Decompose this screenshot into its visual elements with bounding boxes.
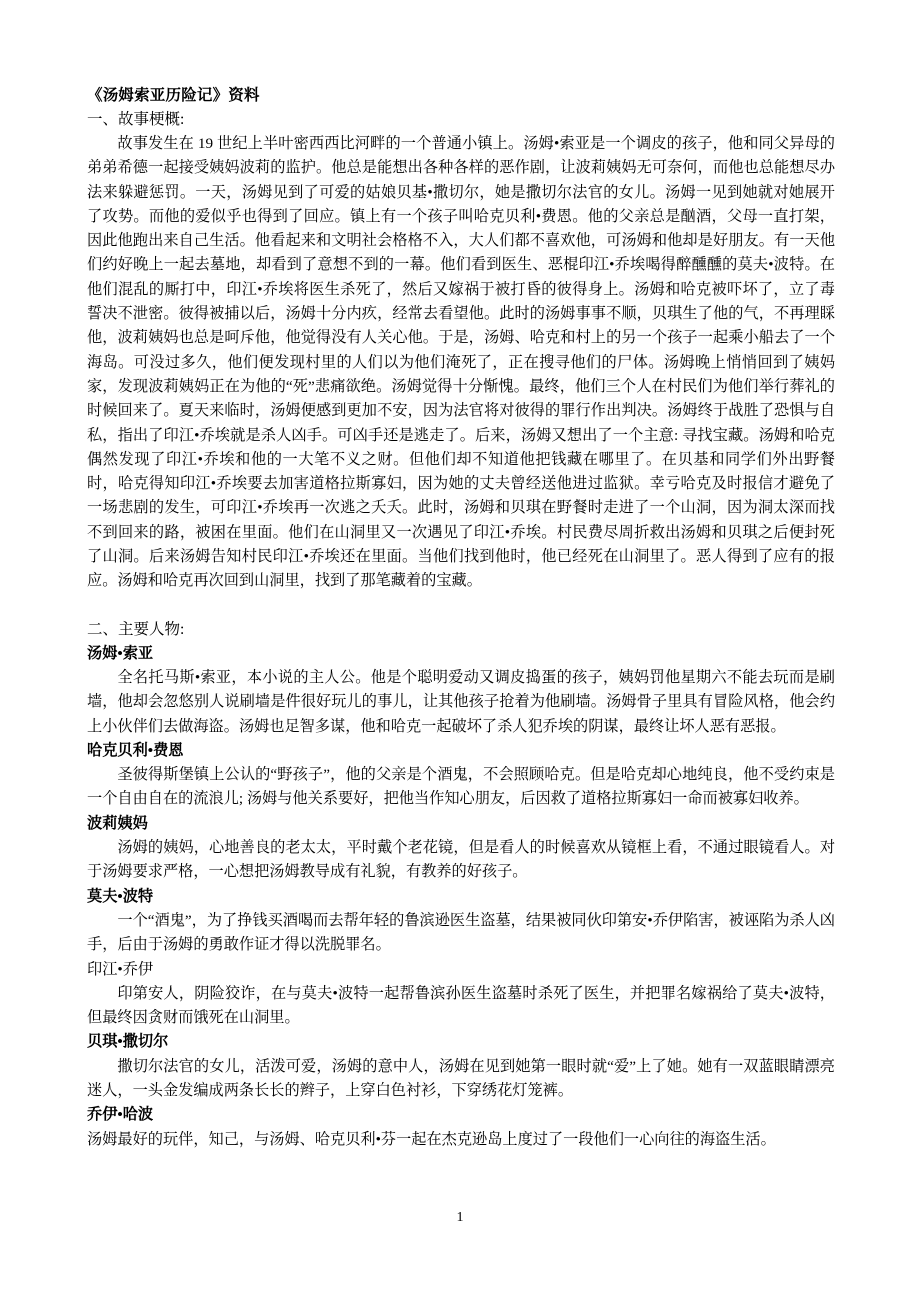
character-name-muff-potter: 莫夫•波特	[87, 887, 154, 905]
character-name-joe-harper: 乔伊•哈波	[87, 1106, 154, 1124]
section-heading-story-summary: 一、故事梗概:	[87, 111, 185, 128]
character-description-joe-harper: 汤姆最好的玩伴，知己，与汤姆、哈克贝利•芬一起在杰克逊岛上度过了一段他们一心向往的海盗生活。	[87, 1130, 776, 1148]
character-description-huckleberry-finn: 圣彼得斯堡镇上公认的“野孩子”，他的父亲是个酒鬼，不会照顾哈克。但是哈克却心地纯良，他不受约束是一个自由自在的流浪儿; 汤姆与他关系要好，把他当作知心朋友，后因救了道格拉斯寡妇一命而被寡妇收养。	[87, 766, 835, 808]
story-summary-paragraph: 故事发生在 19 世纪上半叶密西西比河畔的一个普通小镇上。汤姆•索亚是一个调皮的孩子，他和同父异母的弟弟希德一起接受姨妈波莉的监护。他总是能想出各种各样的恶作剧，让波莉姨妈无可奈何，而他也总能想尽办法来躲避惩罚。一天，汤姆见到了可爱的姑娘贝基•撒切尔，她是撒切尔法官的女儿。汤姆一见到她就对她展开了攻势。而他的爱似乎也得到了回应。镇上有一个孩子叫哈克贝利•费恩。他的父亲总是酗酒，父母一直打架，因此他跑出来自己生活。他看起来和文明社会格格不入，大人们都不喜欢他，可汤姆和他却是好朋友。有一天他们约好晚上一起去墓地，却看到了意想不到的一幕。他们看到医生、恶棍印江•乔埃喝得醉醺醺的莫夫•波特。在他们混乱的厮打中，印江•乔埃将医生杀死了，然后又嫁祸于被打昏的彼得身上。汤姆和哈克被吓坏了，立了毒誓决不泄密。彼得被捕以后，汤姆十分内疚，经常去看望他。此时的汤姆事事不顺，贝琪生了他的气，不再理睬他，波莉姨妈也总是呵斥他，他觉得没有人关心他。于是，汤姆、哈克和村上的另一个孩子一起乘小船去了一个海岛。可没过多久，他们便发现村里的人们以为他们淹死了，正在搜寻他们的尸体。汤姆晚上悄悄回到了姨妈家，发现波莉姨妈正在为他的“死”悲痛欲绝。汤姆觉得十分惭愧。最终，他们三个人在村民们为他们举行葬礼的时候回来了。夏天来临时，汤姆便感到更加不安，因为法官将对彼得的罪行作出判决。汤姆终于战胜了恐惧与自私，指出了印江•乔埃就是杀人凶手。可凶手还是逃走了。后来，汤姆又想出了一个主意: 寻找宝藏。汤姆和哈克偶然发现了印江•乔埃和他的一大笔不义之财。但他们却不知道他把钱藏在哪里了。在贝基和同学们外出野餐时，哈克得知印江•乔埃要去加害道格拉斯寡妇，因为她的丈夫曾经送他进过监狱。幸亏哈克及时报信才避免了一场悲剧的发生，可印江•乔埃再一次逃之夭夭。此时，汤姆和贝琪在野餐时走进了一个山洞，因为洞太深而找不到回来的路，被困在里面。他们在山洞里又一次遇见了印江•乔埃。村民费尽周折救出汤姆和贝琪之后便封死了山洞。后来汤姆告知村民印江•乔埃还在里面。当他们找到他时，他已经死在山洞里了。恶人得到了应有的报应。汤姆和哈克再次回到山洞里，找到了那笔藏着的宝藏。	[87, 135, 835, 590]
character-name-aunt-polly: 波莉姨妈	[87, 814, 148, 832]
character-description-tom-sawyer: 全名托马斯•索亚，本小说的主人公。他是个聪明爱动又调皮捣蛋的孩子，姨妈罚他星期六不能去玩而是刷墙，他却会忽悠别人说刷墙是件很好玩儿的事儿，让其他孩子抢着为他刷墙。汤姆骨子里具有冒险风格，他会约上小伙伴们去做海盗。汤姆也足智多谋，他和哈克一起破坏了杀人犯乔埃的阴谋，最终让坏人恶有恶报。	[87, 668, 835, 735]
character-description-becky-thatcher: 撒切尔法官的女儿，活泼可爱，汤姆的意中人，汤姆在见到她第一眼时就“爱”上了她。她有一双蓝眼睛漂亮迷人，一头金发编成两条长长的辫子，上穿白色衬衫，下穿绣花灯笼裤。	[87, 1057, 835, 1099]
character-name-tom-sawyer: 汤姆•索亚	[87, 644, 154, 662]
character-description-injun-joe: 印第安人，阴险狡诈，在与莫夫•波特一起帮鲁滨孙医生盗墓时杀死了医生，并把罪名嫁祸给了莫夫•波特，但最终因贪财而饿死在山洞里。	[87, 984, 835, 1027]
section-spacer	[87, 594, 835, 618]
character-description-aunt-polly: 汤姆的姨妈，心地善良的老太太，平时戴个老花镜，但是看人的时候喜欢从镜框上看，不通过眼镜看人。对于汤姆要求严格，一心想把汤姆教导成有礼貌，有教养的好孩子。	[87, 839, 835, 881]
page-number: 1	[456, 1210, 464, 1225]
character-name-huckleberry-finn: 哈克贝利•费恩	[87, 741, 184, 759]
character-name-becky-thatcher: 贝琪•撒切尔	[87, 1033, 169, 1051]
document-body	[87, 84, 835, 1152]
character-description-muff-potter: 一个“酒鬼”，为了挣钱买酒喝而去帮年轻的鲁滨逊医生盗墓，结果被同伙印第安•乔伊陷害，被诬陷为杀人凶手，后由于汤姆的勇敢作证才得以洗脱罪名。	[87, 911, 835, 954]
section-heading-main-characters: 二、主要人物:	[87, 620, 185, 638]
page-title: 《汤姆索亚历险记》资料	[87, 87, 260, 104]
character-name-injun-joe: 印江•乔伊	[87, 960, 154, 978]
